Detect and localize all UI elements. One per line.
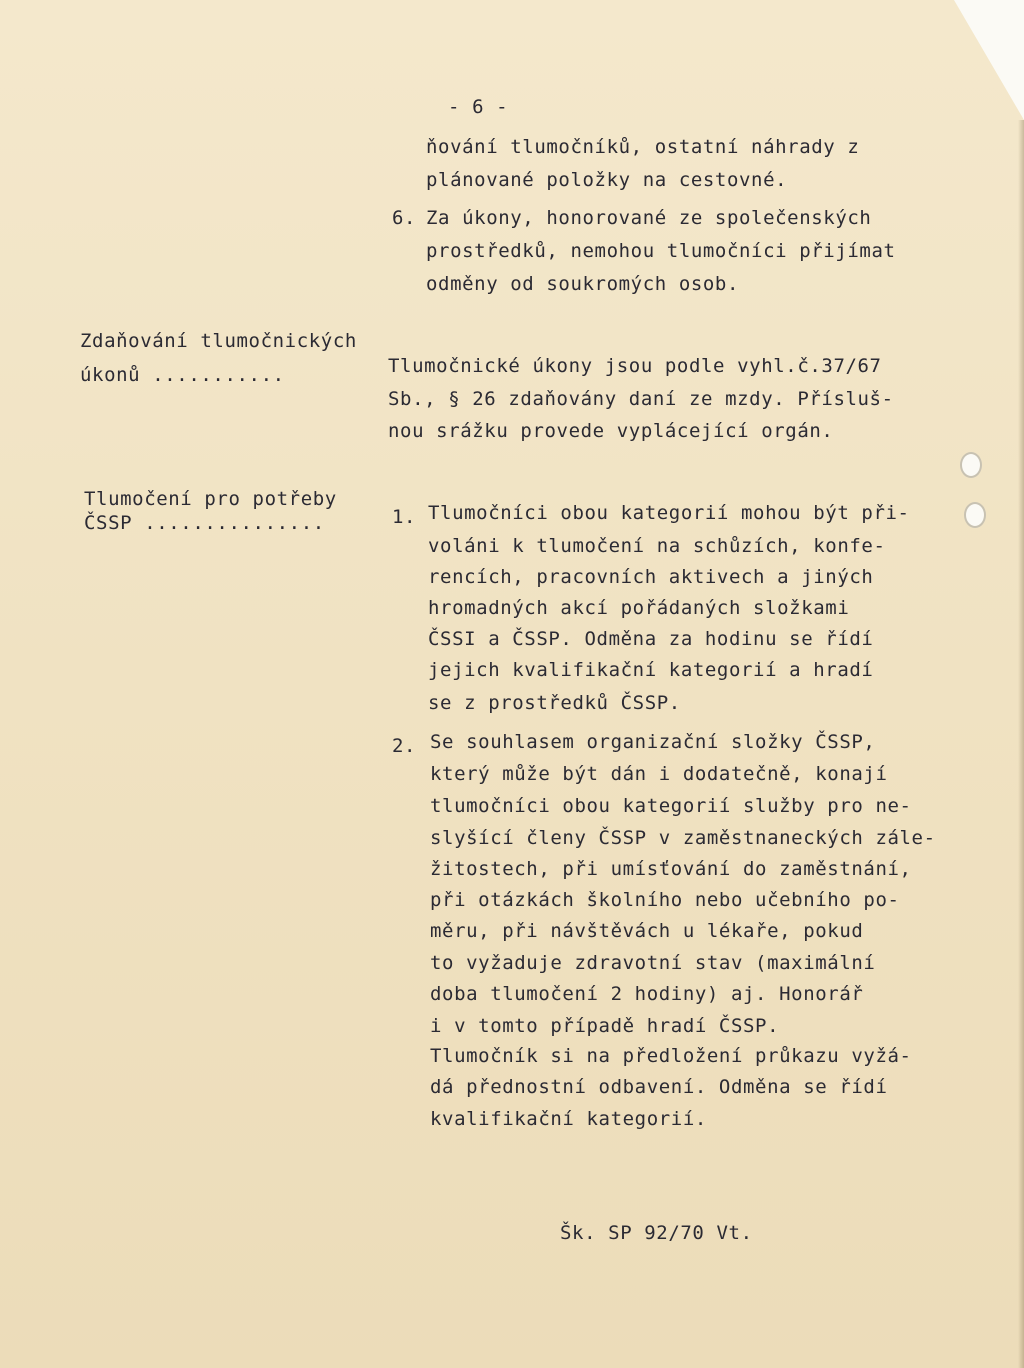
margin-heading-cssp: ČSSP ............... bbox=[84, 512, 325, 534]
punch-hole-icon bbox=[964, 502, 986, 528]
item-6-line: prostředků, nemohou tlumočníci přijímat bbox=[426, 240, 896, 262]
item-6-line: Za úkony, honorované ze společenských bbox=[426, 207, 872, 229]
punch-hole-icon bbox=[960, 452, 982, 478]
item-2-line: při otázkách školního nebo učebního po- bbox=[430, 889, 900, 911]
item-1-line: rencích, pracovních aktivech a jiných bbox=[428, 566, 874, 588]
margin-heading-tax: Zdaňování tlumočnických bbox=[80, 330, 357, 352]
item-1-line: hromadných akcí pořádaných složkami bbox=[428, 597, 850, 619]
document-reference: Šk. SP 92/70 Vt. bbox=[560, 1222, 753, 1244]
continuation-line: plánované položky na cestovné. bbox=[426, 169, 788, 191]
item-1-line: Tlumočníci obou kategorií mohou být při- bbox=[428, 502, 910, 524]
item-2-line: Se souhlasem organizační složky ČSSP, bbox=[430, 731, 876, 753]
item-1-line: ČSSI a ČSSP. Odměna za hodinu se řídí bbox=[428, 628, 874, 650]
item-1-line: se z prostředků ČSSP. bbox=[428, 692, 681, 714]
tax-paragraph-line: Tlumočnické úkony jsou podle vyhl.č.37/67 bbox=[388, 355, 882, 377]
item-2-line: doba tlumočení 2 hodiny) aj. Honorář bbox=[430, 983, 864, 1005]
tax-paragraph-line: Sb., § 26 zdaňovány daní ze mzdy. Přísluš- bbox=[388, 388, 894, 410]
item-2-line: Tlumočník si na předložení průkazu vyžá- bbox=[430, 1045, 912, 1067]
item-2-line: žitostech, při umísťování do zaměstnání, bbox=[430, 858, 912, 880]
item-1-number: 1. bbox=[392, 506, 417, 528]
item-2-line: i v tomto případě hradí ČSSP. bbox=[430, 1015, 780, 1037]
page-number: - 6 - bbox=[448, 96, 509, 118]
item-6-number: 6. bbox=[392, 207, 417, 229]
item-2-line: slyšící členy ČSSP v zaměstnaneckých zále- bbox=[430, 827, 936, 849]
folded-corner bbox=[954, 0, 1024, 120]
item-2-line: dá přednostní odbavení. Odměna se řídí bbox=[430, 1076, 888, 1098]
margin-heading-cssp: Tlumočení pro potřeby bbox=[84, 488, 337, 510]
item-6-line: odměny od soukromých osob. bbox=[426, 273, 740, 295]
page-edge-shadow bbox=[1018, 120, 1024, 1368]
item-1-line: voláni k tlumočení na schůzích, konfe- bbox=[428, 535, 886, 557]
item-2-line: měru, při návštěvách u lékaře, pokud bbox=[430, 920, 864, 942]
continuation-line: ňování tlumočníků, ostatní náhrady z bbox=[426, 136, 860, 158]
margin-heading-tax: úkonů ........... bbox=[80, 364, 285, 386]
item-2-number: 2. bbox=[392, 735, 417, 757]
item-2-line: to vyžaduje zdravotní stav (maximální bbox=[430, 952, 876, 974]
item-2-line: který může být dán i dodatečně, konají bbox=[430, 763, 888, 785]
tax-paragraph-line: nou srážku provede vyplácející orgán. bbox=[388, 420, 834, 442]
item-2-line: tlumočníci obou kategorií služby pro ne- bbox=[430, 795, 912, 817]
item-1-line: jejich kvalifikační kategorií a hradí bbox=[428, 659, 874, 681]
item-2-line: kvalifikační kategorií. bbox=[430, 1108, 707, 1130]
